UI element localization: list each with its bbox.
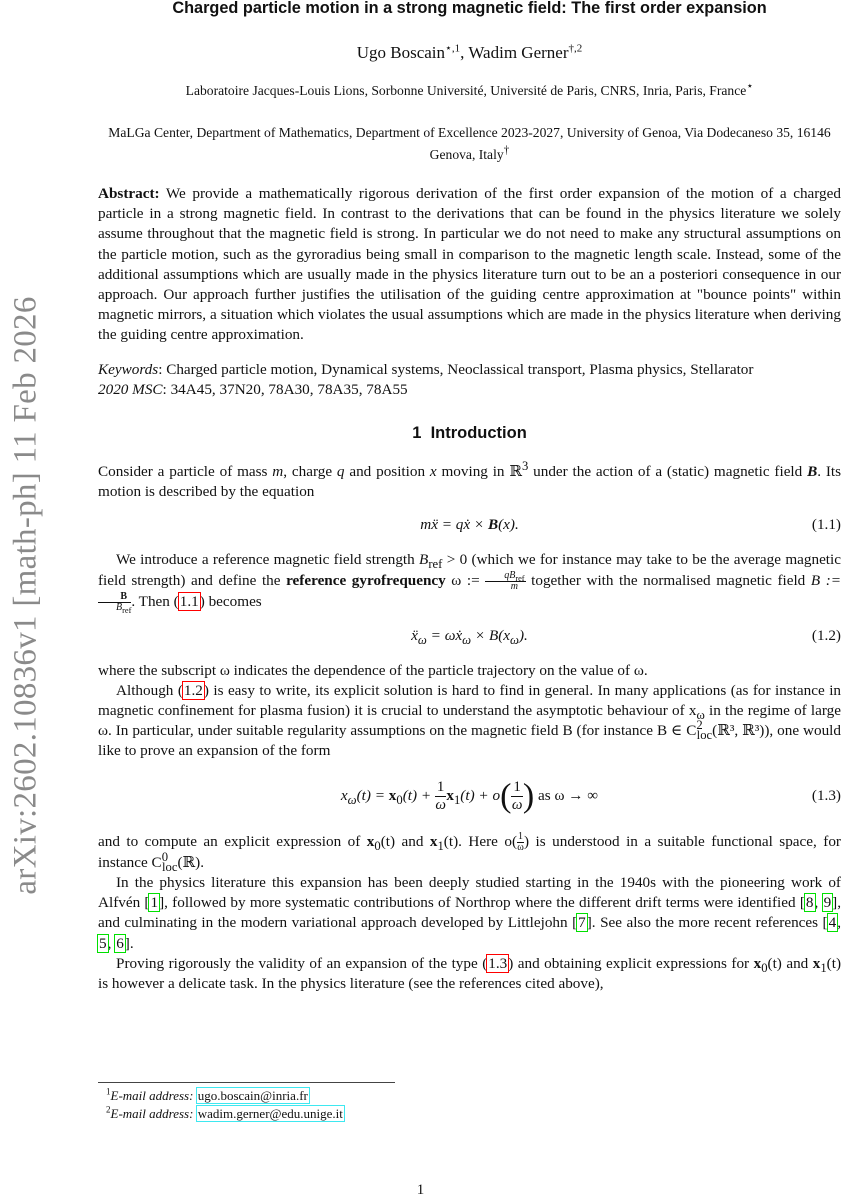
math-sup: 2: [696, 718, 703, 733]
equation-1-2: [98, 625, 841, 647]
text: ) is understood in a suitable functional space, for instance C: [98, 832, 841, 871]
defined-term: reference gyrofrequency: [286, 571, 446, 589]
math-var: m: [272, 463, 284, 481]
author-name: Ugo Boscain: [356, 43, 446, 62]
text: (t). Here o(: [443, 832, 518, 850]
fraction: [485, 571, 525, 592]
fraction-denominator: ω: [511, 796, 523, 813]
text: ].: [124, 934, 134, 952]
math-sub: ω: [347, 792, 357, 807]
fraction: [511, 779, 523, 814]
math-sub: 1: [453, 792, 461, 807]
math-vector: x: [429, 832, 438, 850]
math-sup: 0: [161, 849, 169, 864]
abstract: [98, 184, 841, 346]
keywords-label: Keywords: [98, 360, 159, 378]
math-sub: loc: [162, 859, 178, 874]
math-sub: ω: [462, 632, 472, 647]
text: in the regime of large ω. In particular, under suitable regularity assumptions on the magnetic field B (for instance B ∈ C: [98, 702, 841, 740]
left-paren: (: [500, 777, 512, 815]
text: together with the normalised magnetic field: [525, 571, 811, 589]
arxiv-identifier-stamp: [6, 275, 46, 915]
equation-number: (1.3): [811, 786, 841, 804]
equation-number: (1.1): [811, 516, 841, 534]
math-sub: loc: [696, 728, 713, 743]
equation-body: = ωẋ: [426, 626, 463, 644]
paragraph-4: [98, 681, 841, 762]
text: Although (: [116, 681, 183, 699]
math-var: B: [120, 590, 128, 602]
paper-page: [98, 0, 841, 994]
citation-link[interactable]: 8: [805, 894, 814, 912]
section-number: 1: [412, 424, 422, 443]
math-var: B: [807, 463, 818, 481]
citation-link[interactable]: 9: [823, 894, 832, 912]
equation-reference-link[interactable]: 1.3: [488, 954, 508, 972]
text: ) and obtaining explicit expressions for: [508, 954, 754, 972]
math-sub: ω: [696, 708, 705, 723]
author-name: Wadim Gerner: [468, 43, 569, 62]
text: ω :=: [445, 571, 486, 589]
equation-1-3: [98, 776, 841, 816]
fraction-numerator: 1: [518, 830, 524, 842]
text: ) is easy to write, its explicit solution is hard to find in general. In many applications (as for instance in magnetic confinement for plasma fusion) it is crucial to understand the asymptotic behaviour of x: [98, 681, 841, 720]
equation-body: (t) +: [402, 786, 435, 804]
math-sub: 1: [437, 838, 444, 853]
affiliation-mark: †: [503, 144, 510, 157]
fraction: [435, 779, 447, 814]
math-vector: x: [812, 954, 821, 972]
equation-body: mẍ = qẋ ×: [420, 516, 488, 534]
author-list: [98, 42, 841, 64]
equation-number: (1.2): [811, 626, 841, 644]
footnote-1: [106, 1087, 344, 1105]
text: (t) and: [767, 954, 813, 972]
equation-body: ).: [518, 626, 528, 644]
text: (ℝ).: [177, 853, 205, 871]
text: Proving rigorously the validity of an expansion of the type (: [116, 954, 488, 972]
text: ]. See also the more recent references [: [586, 914, 828, 932]
math-var: x: [340, 786, 348, 804]
text: ,: [837, 914, 841, 932]
math-sub: 0: [761, 960, 768, 975]
citation-link[interactable]: 6: [116, 934, 124, 952]
msc-line: [98, 380, 841, 400]
math-var: m: [510, 580, 519, 592]
author-affiliation-mark: ⋆,1: [445, 42, 461, 55]
fraction: [98, 592, 131, 613]
affiliation-mark: ⋆: [746, 80, 754, 93]
equation-body: (t) + o: [460, 786, 501, 804]
paragraph-2: [98, 550, 841, 615]
math-var: q: [336, 463, 345, 481]
math-sub: ref: [428, 557, 443, 572]
abstract-label: Abstract:: [98, 185, 160, 202]
citation-link[interactable]: 1: [150, 894, 159, 912]
text: (ℝ³, ℝ³)), one would like to prove an expansion of the form: [98, 722, 841, 760]
section-title: Introduction: [430, 424, 527, 443]
equation-body: (t) =: [356, 786, 389, 804]
keywords-line: [98, 360, 841, 380]
footnotes: [106, 1087, 344, 1123]
arxiv-identifier-text: arXiv:2602.10836v1 [math-ph] 11 Feb 2026: [7, 295, 44, 895]
paragraph-5: [98, 832, 841, 873]
affiliation-text: Laboratoire Jacques-Louis Lions, Sorbonne Université, Université de Paris, CNRS, Inria, Paris, France: [185, 83, 747, 98]
text: , charge: [283, 463, 337, 481]
math-sub: ω: [417, 632, 427, 647]
paragraph-3: where the subscript ω indicates the dependence of the particle trajectory on the value of ω.: [98, 661, 648, 679]
affiliation-1: [98, 80, 841, 102]
math-sub: ref: [515, 573, 525, 583]
text: (t) is however a delicate task. In the physics literature (see the references cited above),: [98, 954, 841, 992]
author-affiliation-mark: †,2: [568, 42, 583, 55]
text: In the physics literature this expansion has been deeply studied starting in the 1940s with the pioneering work of Alfvén [: [98, 873, 841, 912]
math-sup: 3: [521, 458, 529, 473]
math-sub: ref: [122, 605, 132, 615]
fraction: [517, 832, 524, 853]
section-heading-introduction: [98, 422, 841, 444]
math-vector: x: [366, 832, 375, 850]
keywords-text: : Charged particle motion, Dynamical systems, Neoclassical transport, Plasma physics, Stellarator: [158, 360, 754, 378]
footnote-2: [106, 1105, 344, 1123]
math-sub: ω: [510, 632, 519, 647]
equation-body: × B(x: [471, 626, 511, 644]
text: Consider a particle of mass: [98, 463, 273, 481]
equation-body: (x).: [498, 516, 519, 534]
math-var: x: [429, 463, 437, 481]
paragraph-6: [98, 873, 841, 954]
footnote-divider: [98, 1082, 395, 1083]
footnote-label: E-mail address:: [110, 1106, 194, 1121]
text: ], followed by more systematic contributions of Northrop where the different drift terms were identified [: [159, 894, 805, 912]
footnote-label: E-mail address:: [110, 1088, 194, 1103]
paragraph-7: [98, 954, 841, 994]
math-var: B: [419, 551, 429, 569]
text: ,: [107, 934, 116, 952]
fraction-denominator: ω: [517, 841, 524, 853]
footnote-mark: 1: [106, 1086, 111, 1097]
text: moving in ℝ: [436, 463, 522, 481]
math-vector: x: [753, 954, 762, 972]
author-separator: ,: [460, 43, 469, 62]
abstract-text: We provide a mathematically rigorous derivation of the first order expansion of the motion of a charged particle in a strong magnetic field. In contrast to the derivations that can be found in the physics literature we solely assume throughout that the magnetic field is strong. In particular we do not need to make any structural assumptions on the particle motion, such as the gyroradius being small in comparison to the magnetic length scale. Instead, some of the additional assumptions which are usually made in the physics literature turn out to be an a posteriori consequence in our approach. Our approach further justifies the utilisation of the guiding centre approximation at "bounce points" within magnetic mirrors, a situation which violates the usual assumptions which are made in the physics literature when deriving the guiding centre approximation.: [98, 185, 841, 344]
right-paren: ): [522, 777, 535, 815]
text: and position: [344, 463, 430, 481]
msc-text: : 34A45, 37N20, 78A30, 78A35, 78A55: [162, 380, 408, 398]
equation-reference-link[interactable]: 1.2: [183, 681, 203, 699]
math-vector: x: [388, 786, 397, 804]
text: . Then (: [131, 592, 179, 610]
footnote-mark: 2: [106, 1104, 111, 1115]
fraction-numerator: 1: [513, 778, 521, 795]
email-link[interactable]: wadim.gerner@edu.unige.it: [197, 1106, 343, 1121]
text: > 0 (which we for instance may take to be the average magnetic field strength) and define the: [98, 551, 841, 589]
text: ) becomes: [199, 592, 262, 610]
math-vector: x: [446, 786, 454, 804]
equation-body: ẍ: [411, 626, 418, 644]
math-var: B: [487, 516, 499, 534]
math-var: qB: [504, 569, 516, 581]
citation-link[interactable]: 7: [578, 914, 586, 932]
citation-link[interactable]: 4: [828, 914, 837, 932]
page-number: 1: [416, 1182, 425, 1198]
text: ], and culminating in the modern variational approach developed by Littlejohn [: [98, 894, 841, 932]
paragraph-1: [98, 458, 841, 502]
affiliation-2: [98, 122, 841, 166]
text: We introduce a reference magnetic field strength: [116, 551, 420, 569]
text: and to compute an explicit expression of: [98, 832, 367, 850]
citation-link[interactable]: 5: [99, 934, 107, 952]
paper-title: Charged particle motion in a strong magnetic field: The first order expansion: [172, 0, 767, 17]
keywords-block: [98, 360, 841, 400]
math-var: B: [116, 601, 123, 613]
math-expr: B :=: [810, 571, 841, 589]
text: ,: [814, 894, 823, 912]
affiliation-text: MaLGa Center, Department of Mathematics, Department of Excellence 2023-2027, University of Genoa, Via Dodecaneso 35, 16146 Genova, Italy: [108, 125, 831, 162]
equation-body: as ω → ∞: [534, 786, 599, 804]
equation-1-1: [98, 514, 841, 536]
math-sub: 0: [374, 838, 381, 853]
email-link[interactable]: ugo.boscain@inria.fr: [197, 1088, 308, 1103]
text: (t) and: [380, 832, 430, 850]
equation-reference-link[interactable]: 1.1: [179, 592, 199, 610]
text: under the action of a (static) magnetic field: [528, 463, 808, 481]
text: . Its motion is described by the equation: [98, 463, 841, 501]
msc-label: 2020 MSC: [98, 380, 163, 398]
math-sub: 0: [396, 792, 403, 807]
fraction-numerator: 1: [436, 778, 445, 795]
fraction-denominator: ω: [435, 796, 446, 813]
math-sub: 1: [820, 960, 827, 975]
